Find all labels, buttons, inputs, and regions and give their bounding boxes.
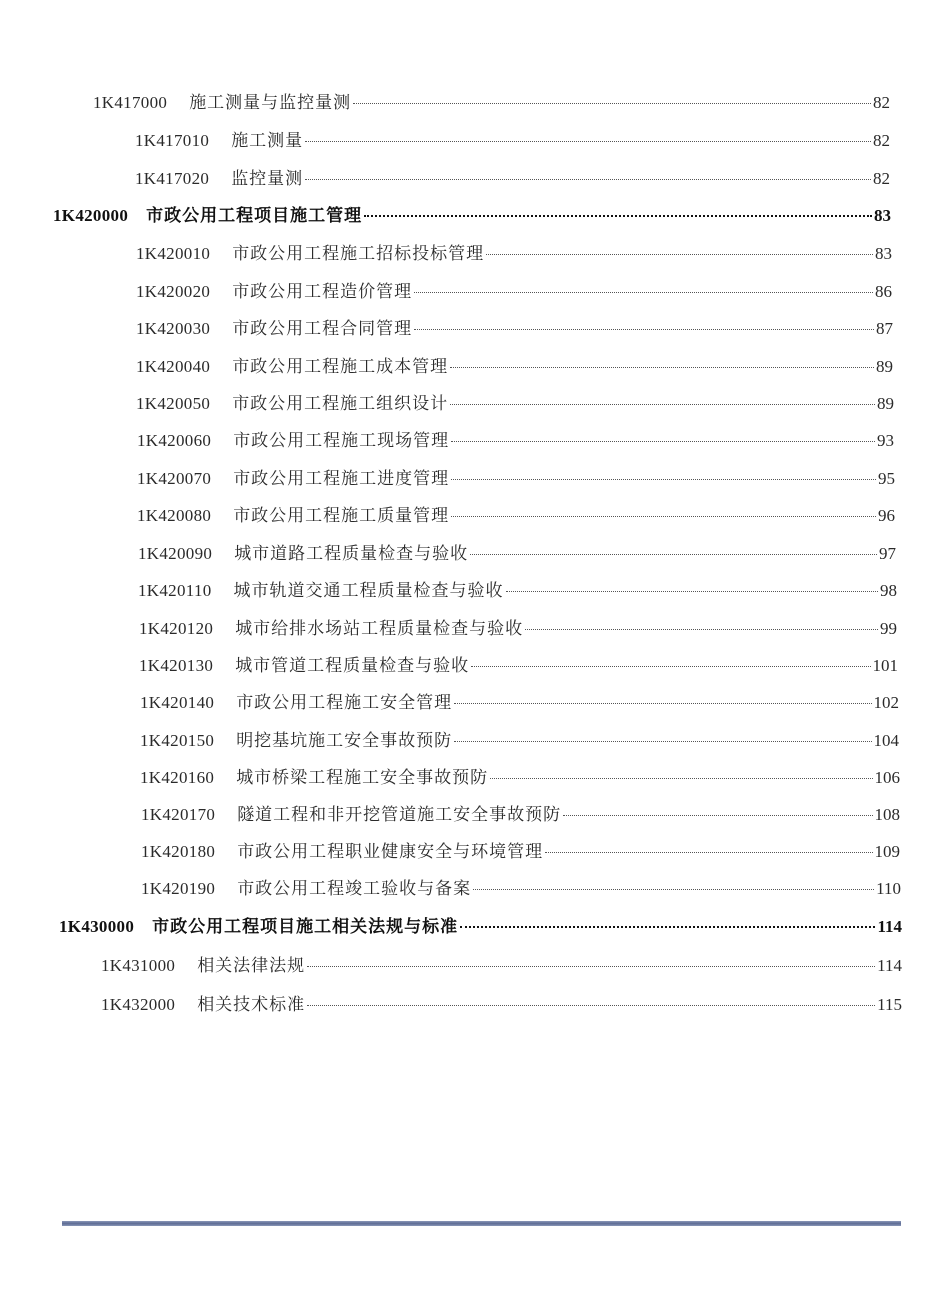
toc-entry-1K420170[interactable] xyxy=(141,804,900,826)
toc-code: 1K431000 xyxy=(101,956,176,975)
toc-title: 市政公用工程施工成本管理 xyxy=(232,357,449,377)
toc-title: 市政公用工程施工质量管理 xyxy=(233,506,450,526)
toc-entry-1K420070[interactable] xyxy=(137,468,895,490)
toc-code: 1K420190 xyxy=(141,879,216,898)
dot-leader xyxy=(490,778,872,779)
toc-code: 1K420010 xyxy=(136,244,211,263)
toc-entry-1K417000[interactable] xyxy=(93,92,890,114)
toc-code: 1K420090 xyxy=(138,544,213,563)
toc-entry-1K420180[interactable] xyxy=(141,841,900,863)
dot-leader xyxy=(305,141,871,142)
toc-entry-1K431000[interactable] xyxy=(101,955,902,977)
toc-title: 监控量测 xyxy=(231,169,304,189)
toc-page-number: 110 xyxy=(876,879,901,898)
toc-title: 明挖基坑施工安全事故预防 xyxy=(236,731,453,751)
toc-code: 1K420040 xyxy=(136,357,211,376)
dot-leader xyxy=(545,852,872,853)
toc-title: 市政公用工程施工进度管理 xyxy=(233,469,450,489)
toc-page-number: 96 xyxy=(878,506,895,525)
dot-leader xyxy=(451,441,875,442)
dot-leader xyxy=(506,591,878,592)
toc-code: 1K420120 xyxy=(139,619,214,638)
toc-page-number: 108 xyxy=(874,805,900,824)
toc-entry-1K420020[interactable] xyxy=(136,281,892,303)
toc-entry-1K420130[interactable] xyxy=(139,655,898,677)
dot-leader xyxy=(525,629,878,630)
footer-rule xyxy=(62,1221,901,1226)
dot-leader xyxy=(307,1005,875,1006)
toc-entry-1K420090[interactable] xyxy=(138,543,896,565)
toc-code: 1K420160 xyxy=(140,768,215,787)
toc-title: 市政公用工程合同管理 xyxy=(232,319,413,339)
toc-title: 城市道路工程质量检查与验收 xyxy=(234,544,469,564)
dot-leader xyxy=(305,179,871,180)
toc-entry-1K432000[interactable] xyxy=(101,994,902,1016)
dot-leader xyxy=(473,889,874,890)
toc-page-number: 86 xyxy=(875,282,892,301)
toc-entry-1K420080[interactable] xyxy=(137,505,895,527)
toc-title: 城市给排水场站工程质量检查与验收 xyxy=(235,619,524,639)
toc-entry-1K420050[interactable] xyxy=(136,393,894,415)
dot-leader xyxy=(450,367,874,368)
toc-entry-1K420140[interactable] xyxy=(140,692,899,714)
dot-leader xyxy=(470,554,877,555)
dot-leader xyxy=(471,666,870,667)
toc-code: 1K420140 xyxy=(140,693,215,712)
toc-page-number: 114 xyxy=(877,917,902,936)
toc-chapter-1K420000[interactable] xyxy=(53,205,891,227)
toc-code: 1K420050 xyxy=(136,394,211,413)
toc-page-number: 101 xyxy=(872,656,898,675)
toc-title: 市政公用工程施工安全管理 xyxy=(236,693,453,713)
toc-code: 1K430000 xyxy=(59,917,135,936)
toc-code: 1K420150 xyxy=(140,731,215,750)
toc-page-number: 106 xyxy=(874,768,900,787)
toc-title: 市政公用工程施工组织设计 xyxy=(232,394,449,414)
toc-code: 1K420080 xyxy=(137,506,212,525)
toc-chapter-1K430000[interactable] xyxy=(59,916,902,938)
toc-page-number: 102 xyxy=(873,693,899,712)
toc-page-number: 97 xyxy=(879,544,896,563)
toc-entry-1K420040[interactable] xyxy=(136,356,893,378)
toc-page-number: 82 xyxy=(873,93,890,112)
toc-page-number: 87 xyxy=(876,319,893,338)
toc-title: 市政公用工程竣工验收与备案 xyxy=(237,879,472,899)
toc-title: 隧道工程和非开挖管道施工安全事故预防 xyxy=(237,805,562,825)
toc-entry-1K420150[interactable] xyxy=(140,730,899,752)
dot-leader xyxy=(450,404,875,405)
toc-page-number: 114 xyxy=(877,956,902,975)
toc-entry-1K420110[interactable] xyxy=(138,580,897,602)
toc-entry-1K420060[interactable] xyxy=(137,430,894,452)
toc-page-number: 82 xyxy=(873,131,890,150)
toc-page-number: 89 xyxy=(876,357,893,376)
toc-page-number: 93 xyxy=(877,431,894,450)
toc-page-number: 115 xyxy=(877,995,902,1014)
toc-code: 1K417000 xyxy=(93,93,168,112)
toc-entry-1K420030[interactable] xyxy=(136,318,893,340)
toc-page-number: 99 xyxy=(880,619,897,638)
toc-title: 施工测量 xyxy=(231,131,304,151)
toc-title: 城市管道工程质量检查与验收 xyxy=(235,656,470,676)
dot-leader xyxy=(353,103,871,104)
toc-entry-1K420160[interactable] xyxy=(140,767,900,789)
toc-code: 1K420020 xyxy=(136,282,211,301)
toc-code: 1K420030 xyxy=(136,319,211,338)
toc-title: 市政公用工程造价管理 xyxy=(232,282,413,302)
toc-title: 相关法律法规 xyxy=(197,956,306,976)
toc-code: 1K420110 xyxy=(138,581,212,600)
dot-leader xyxy=(414,292,873,293)
toc-page-number: 89 xyxy=(877,394,894,413)
toc-code: 1K420060 xyxy=(137,431,212,450)
toc-entry-1K417010[interactable] xyxy=(135,130,890,152)
toc-title: 市政公用工程施工现场管理 xyxy=(233,431,450,451)
toc-code: 1K420130 xyxy=(139,656,214,675)
dot-leader xyxy=(364,215,872,217)
toc-title: 市政公用工程项目施工相关法规与标准 xyxy=(152,917,459,937)
toc-code: 1K420070 xyxy=(137,469,212,488)
dot-leader xyxy=(454,741,871,742)
dot-leader xyxy=(414,329,874,330)
toc-entry-1K417020[interactable] xyxy=(135,168,890,190)
toc-title: 市政公用工程职业健康安全与环境管理 xyxy=(237,842,544,862)
toc-entry-1K420190[interactable] xyxy=(141,878,901,900)
dot-leader xyxy=(451,479,876,480)
toc-title: 市政公用工程施工招标投标管理 xyxy=(232,244,485,264)
dot-leader xyxy=(451,516,876,517)
toc-page-number: 83 xyxy=(875,244,892,263)
toc-code: 1K432000 xyxy=(101,995,176,1014)
dot-leader xyxy=(563,815,872,816)
toc-page-number: 98 xyxy=(880,581,897,600)
toc-entry-1K420010[interactable] xyxy=(136,243,892,265)
toc-entry-1K420120[interactable] xyxy=(139,618,897,640)
toc-title: 城市桥梁工程施工安全事故预防 xyxy=(236,768,489,788)
toc-code: 1K417020 xyxy=(135,169,210,188)
toc-page-number: 83 xyxy=(874,206,891,225)
dot-leader xyxy=(454,703,871,704)
toc-code: 1K420180 xyxy=(141,842,216,861)
dot-leader xyxy=(460,926,875,928)
toc-page-number: 109 xyxy=(874,842,900,861)
toc-title: 相关技术标准 xyxy=(197,995,306,1015)
toc-code: 1K420000 xyxy=(53,206,129,225)
dot-leader xyxy=(307,966,875,967)
toc-code: 1K417010 xyxy=(135,131,210,150)
toc-title: 城市轨道交通工程质量检查与验收 xyxy=(233,581,504,601)
toc-code: 1K420170 xyxy=(141,805,216,824)
toc-page-number: 104 xyxy=(873,731,899,750)
toc-title: 市政公用工程项目施工管理 xyxy=(146,206,363,226)
toc-page-number: 82 xyxy=(873,169,890,188)
toc-page-number: 95 xyxy=(878,469,895,488)
dot-leader xyxy=(486,254,873,255)
toc-title: 施工测量与监控量测 xyxy=(189,93,352,113)
